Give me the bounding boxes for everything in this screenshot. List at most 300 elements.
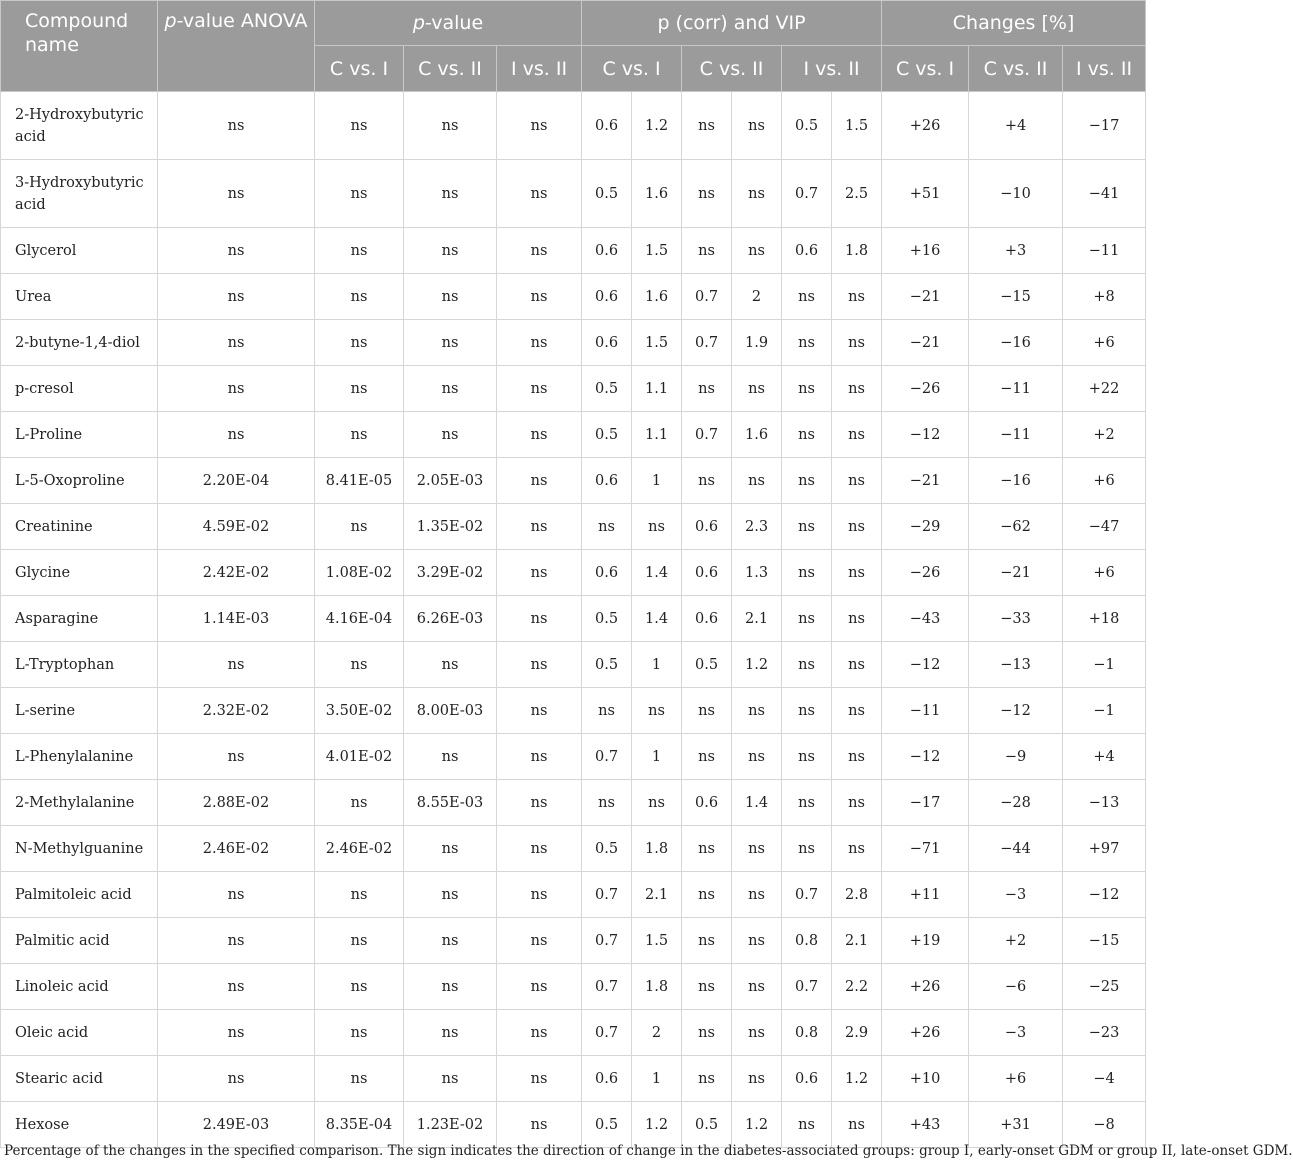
pcorr-cell: ns xyxy=(782,826,832,872)
vip-cell: ns xyxy=(832,780,882,826)
pcorr-cell: 0.7 xyxy=(782,964,832,1010)
anova-cell: 2.42E-02 xyxy=(158,550,315,596)
pvalue-group-header: p-value xyxy=(315,1,582,46)
vip-cell: 2.3 xyxy=(732,504,782,550)
changes-group-header: Changes [%] xyxy=(882,1,1146,46)
pcorr-cell: ns xyxy=(682,1056,732,1102)
pvalue-c-vs-ii-cell: 6.26E-03 xyxy=(404,596,497,642)
compound-name-cell: Stearic acid xyxy=(1,1056,158,1102)
pcorr-cell: ns xyxy=(782,780,832,826)
pvalue-i-vs-ii-cell: ns xyxy=(497,92,582,160)
change-i-vs-ii-cell: −41 xyxy=(1063,160,1146,228)
sub-header: C vs. II xyxy=(969,46,1063,92)
pcorr-cell: 0.6 xyxy=(582,92,632,160)
vip-cell: 1.5 xyxy=(632,918,682,964)
pvalue-c-vs-i-cell: ns xyxy=(315,918,404,964)
compound-name-cell: Creatinine xyxy=(1,504,158,550)
change-c-vs-ii-cell: −11 xyxy=(969,366,1063,412)
table-row xyxy=(1,964,1146,1010)
change-c-vs-i-cell: −26 xyxy=(882,550,969,596)
table-row xyxy=(1,412,1146,458)
change-c-vs-i-cell: −21 xyxy=(882,274,969,320)
pcorr-cell: 0.5 xyxy=(582,1102,632,1148)
pvalue-c-vs-i-cell: 2.46E-02 xyxy=(315,826,404,872)
pvalue-c-vs-i-cell: ns xyxy=(315,872,404,918)
pcorr-cell: 0.5 xyxy=(582,366,632,412)
pcorr-cell: ns xyxy=(782,550,832,596)
pvalue-i-vs-ii-cell: ns xyxy=(497,872,582,918)
change-c-vs-ii-cell: −9 xyxy=(969,734,1063,780)
change-c-vs-ii-cell: −11 xyxy=(969,412,1063,458)
change-i-vs-ii-cell: +97 xyxy=(1063,826,1146,872)
pvalue-c-vs-ii-cell: ns xyxy=(404,160,497,228)
pvalue-c-vs-ii-cell: ns xyxy=(404,872,497,918)
compound-name-cell: 2-Methylalanine xyxy=(1,780,158,826)
vip-cell: 1.4 xyxy=(632,596,682,642)
pcorr-cell: ns xyxy=(782,504,832,550)
table-row xyxy=(1,826,1146,872)
compound-name-cell: Glycine xyxy=(1,550,158,596)
table-row xyxy=(1,1102,1146,1148)
table-row xyxy=(1,1056,1146,1102)
vip-cell: ns xyxy=(832,412,882,458)
vip-cell: 2.1 xyxy=(732,596,782,642)
vip-cell: 2 xyxy=(732,274,782,320)
vip-cell: ns xyxy=(832,550,882,596)
pcorr-cell: 0.7 xyxy=(682,412,732,458)
vip-cell: ns xyxy=(732,964,782,1010)
change-c-vs-ii-cell: −3 xyxy=(969,1010,1063,1056)
pcorr-cell: 0.5 xyxy=(582,412,632,458)
pvalue-c-vs-i-cell: 3.50E-02 xyxy=(315,688,404,734)
pcorr-cell: ns xyxy=(682,160,732,228)
change-i-vs-ii-cell: −47 xyxy=(1063,504,1146,550)
pvalue-c-vs-i-cell: ns xyxy=(315,228,404,274)
compound-name-cell: 3-Hydroxybutyric acid xyxy=(1,160,158,228)
change-c-vs-i-cell: +26 xyxy=(882,92,969,160)
pcorr-cell: 0.7 xyxy=(782,872,832,918)
sub-header: I vs. II xyxy=(497,46,582,92)
pcorr-cell: ns xyxy=(682,228,732,274)
pvalue-c-vs-ii-cell: ns xyxy=(404,918,497,964)
pvalue-c-vs-i-cell: ns xyxy=(315,1056,404,1102)
pvalue-i-vs-ii-cell: ns xyxy=(497,964,582,1010)
pvalue-c-vs-i-cell: ns xyxy=(315,274,404,320)
compound-name-cell: L-Tryptophan xyxy=(1,642,158,688)
vip-cell: ns xyxy=(732,1010,782,1056)
vip-cell: 1.5 xyxy=(832,92,882,160)
change-i-vs-ii-cell: +4 xyxy=(1063,734,1146,780)
change-c-vs-ii-cell: −13 xyxy=(969,642,1063,688)
compound-name-cell: p-cresol xyxy=(1,366,158,412)
sub-header: C vs. II xyxy=(404,46,497,92)
change-c-vs-i-cell: −11 xyxy=(882,688,969,734)
pvalue-c-vs-ii-cell: 1.23E-02 xyxy=(404,1102,497,1148)
pcorr-cell: ns xyxy=(682,826,732,872)
change-c-vs-ii-cell: +3 xyxy=(969,228,1063,274)
pvalue-i-vs-ii-cell: ns xyxy=(497,320,582,366)
compound-name-cell: N-Methylguanine xyxy=(1,826,158,872)
pcorr-cell: 0.8 xyxy=(782,1010,832,1056)
pvalue-c-vs-ii-cell: ns xyxy=(404,1056,497,1102)
pvalue-c-vs-ii-cell: ns xyxy=(404,320,497,366)
pvalue-c-vs-i-cell: ns xyxy=(315,1010,404,1056)
anova-cell: 2.88E-02 xyxy=(158,780,315,826)
pcorr-cell: ns xyxy=(782,1102,832,1148)
pvalue-c-vs-i-cell: ns xyxy=(315,160,404,228)
pcorr-cell: 0.6 xyxy=(682,550,732,596)
change-c-vs-ii-cell: −6 xyxy=(969,964,1063,1010)
pvalue-c-vs-i-cell: ns xyxy=(315,412,404,458)
pvalue-c-vs-ii-cell: ns xyxy=(404,826,497,872)
pvalue-c-vs-ii-cell: 1.35E-02 xyxy=(404,504,497,550)
pvalue-i-vs-ii-cell: ns xyxy=(497,734,582,780)
pcorr-cell: 0.5 xyxy=(582,642,632,688)
vip-cell: 1.2 xyxy=(732,1102,782,1148)
pvalue-i-vs-ii-cell: ns xyxy=(497,918,582,964)
pvalue-c-vs-i-cell: ns xyxy=(315,642,404,688)
compound-name-cell: Palmitoleic acid xyxy=(1,872,158,918)
vip-cell: ns xyxy=(732,826,782,872)
pcorr-cell: 0.6 xyxy=(582,228,632,274)
vip-cell: 2.8 xyxy=(832,872,882,918)
vip-cell: 1.1 xyxy=(632,366,682,412)
anova-cell: ns xyxy=(158,412,315,458)
sub-header: C vs. I xyxy=(315,46,404,92)
change-c-vs-ii-cell: −16 xyxy=(969,320,1063,366)
pvalue-i-vs-ii-cell: ns xyxy=(497,826,582,872)
change-i-vs-ii-cell: −11 xyxy=(1063,228,1146,274)
change-c-vs-i-cell: −71 xyxy=(882,826,969,872)
vip-cell: 2.2 xyxy=(832,964,882,1010)
pcorr-cell: ns xyxy=(682,688,732,734)
change-c-vs-ii-cell: −33 xyxy=(969,596,1063,642)
table-row xyxy=(1,366,1146,412)
anova-cell: ns xyxy=(158,1056,315,1102)
pvalue-i-vs-ii-cell: ns xyxy=(497,366,582,412)
pcorr-vip-group-header: p (corr) and VIP xyxy=(582,1,882,46)
vip-cell: ns xyxy=(732,228,782,274)
pvalue-c-vs-i-cell: ns xyxy=(315,780,404,826)
change-i-vs-ii-cell: −15 xyxy=(1063,918,1146,964)
compound-name-header: Compound name xyxy=(1,1,158,92)
change-c-vs-i-cell: +11 xyxy=(882,872,969,918)
change-i-vs-ii-cell: −23 xyxy=(1063,1010,1146,1056)
table-row xyxy=(1,92,1146,160)
pcorr-cell: ns xyxy=(782,366,832,412)
vip-cell: 1.8 xyxy=(632,964,682,1010)
pcorr-cell: ns xyxy=(782,320,832,366)
table-row xyxy=(1,734,1146,780)
pcorr-cell: ns xyxy=(682,918,732,964)
pvalue-i-vs-ii-cell: ns xyxy=(497,1010,582,1056)
vip-cell: 2.5 xyxy=(832,160,882,228)
vip-cell: 1 xyxy=(632,458,682,504)
change-i-vs-ii-cell: −25 xyxy=(1063,964,1146,1010)
pvalue-i-vs-ii-cell: ns xyxy=(497,412,582,458)
change-i-vs-ii-cell: −1 xyxy=(1063,642,1146,688)
anova-cell: 1.14E-03 xyxy=(158,596,315,642)
change-c-vs-i-cell: +16 xyxy=(882,228,969,274)
table-row xyxy=(1,688,1146,734)
pcorr-cell: 0.6 xyxy=(682,780,732,826)
change-c-vs-i-cell: −17 xyxy=(882,780,969,826)
compound-name-cell: 2-Hydroxybutyric acid xyxy=(1,92,158,160)
vip-cell: 1.8 xyxy=(832,228,882,274)
vip-cell: ns xyxy=(832,458,882,504)
table-row xyxy=(1,550,1146,596)
change-c-vs-ii-cell: +4 xyxy=(969,92,1063,160)
sub-header: C vs. I xyxy=(882,46,969,92)
pcorr-cell: ns xyxy=(682,92,732,160)
pcorr-cell: 0.7 xyxy=(582,1010,632,1056)
change-i-vs-ii-cell: +22 xyxy=(1063,366,1146,412)
vip-cell: 1.2 xyxy=(632,92,682,160)
pcorr-cell: ns xyxy=(582,688,632,734)
vip-cell: 2.1 xyxy=(832,918,882,964)
table-footnote: Percentage of the changes in the specified comparison. The sign indicates the direction of change in the diabetes-associated groups: group I, early-onset GDM or group II, late-onset GDM. xyxy=(4,1143,1293,1159)
pcorr-cell: 0.6 xyxy=(782,228,832,274)
table-row xyxy=(1,780,1146,826)
vip-cell: ns xyxy=(832,320,882,366)
change-c-vs-ii-cell: −16 xyxy=(969,458,1063,504)
vip-cell: 1 xyxy=(632,734,682,780)
compound-name-cell: Oleic acid xyxy=(1,1010,158,1056)
vip-cell: 1 xyxy=(632,642,682,688)
vip-cell: ns xyxy=(732,1056,782,1102)
anova-cell: 4.59E-02 xyxy=(158,504,315,550)
pcorr-cell: 0.6 xyxy=(582,550,632,596)
pvalue-c-vs-ii-cell: ns xyxy=(404,964,497,1010)
pcorr-cell: ns xyxy=(782,734,832,780)
pvalue-c-vs-ii-cell: 2.05E-03 xyxy=(404,458,497,504)
pvalue-c-vs-ii-cell: ns xyxy=(404,366,497,412)
anova-cell: ns xyxy=(158,274,315,320)
change-i-vs-ii-cell: +2 xyxy=(1063,412,1146,458)
pvalue-i-vs-ii-cell: ns xyxy=(497,596,582,642)
compound-name-cell: Asparagine xyxy=(1,596,158,642)
vip-cell: 1.6 xyxy=(632,160,682,228)
compound-name-cell: L-Proline xyxy=(1,412,158,458)
change-c-vs-i-cell: +43 xyxy=(882,1102,969,1148)
change-c-vs-ii-cell: −3 xyxy=(969,872,1063,918)
vip-cell: 1 xyxy=(632,1056,682,1102)
change-c-vs-ii-cell: +31 xyxy=(969,1102,1063,1148)
pcorr-cell: ns xyxy=(682,366,732,412)
vip-cell: ns xyxy=(732,918,782,964)
pvalue-c-vs-ii-cell: ns xyxy=(404,412,497,458)
sub-header: I vs. II xyxy=(1063,46,1146,92)
change-c-vs-ii-cell: −12 xyxy=(969,688,1063,734)
anova-cell: ns xyxy=(158,92,315,160)
change-c-vs-ii-cell: +6 xyxy=(969,1056,1063,1102)
anova-cell: ns xyxy=(158,160,315,228)
pcorr-cell: 0.5 xyxy=(582,826,632,872)
pcorr-cell: 0.5 xyxy=(682,642,732,688)
change-i-vs-ii-cell: −8 xyxy=(1063,1102,1146,1148)
pcorr-cell: 0.7 xyxy=(582,964,632,1010)
vip-cell: ns xyxy=(732,734,782,780)
change-c-vs-i-cell: −43 xyxy=(882,596,969,642)
change-i-vs-ii-cell: +18 xyxy=(1063,596,1146,642)
pcorr-cell: 0.5 xyxy=(682,1102,732,1148)
anova-cell: ns xyxy=(158,320,315,366)
change-c-vs-ii-cell: −44 xyxy=(969,826,1063,872)
pcorr-cell: 0.5 xyxy=(582,160,632,228)
change-c-vs-i-cell: −12 xyxy=(882,642,969,688)
anova-cell: ns xyxy=(158,1010,315,1056)
pcorr-cell: 0.6 xyxy=(582,458,632,504)
vip-cell: ns xyxy=(732,688,782,734)
pcorr-cell: ns xyxy=(682,734,732,780)
pcorr-cell: ns xyxy=(782,458,832,504)
pcorr-cell: 0.6 xyxy=(782,1056,832,1102)
pcorr-cell: ns xyxy=(782,688,832,734)
vip-cell: 1.2 xyxy=(832,1056,882,1102)
pcorr-cell: ns xyxy=(682,458,732,504)
vip-cell: 1.5 xyxy=(632,320,682,366)
table-row xyxy=(1,918,1146,964)
pcorr-cell: 0.7 xyxy=(682,274,732,320)
pvalue-c-vs-i-cell: ns xyxy=(315,504,404,550)
pvalue-c-vs-i-cell: ns xyxy=(315,92,404,160)
pcorr-cell: ns xyxy=(682,1010,732,1056)
anova-cell: ns xyxy=(158,918,315,964)
change-i-vs-ii-cell: +6 xyxy=(1063,320,1146,366)
compound-name-cell: Glycerol xyxy=(1,228,158,274)
pvalue-c-vs-ii-cell: ns xyxy=(404,228,497,274)
vip-cell: 1.3 xyxy=(732,550,782,596)
change-c-vs-i-cell: −26 xyxy=(882,366,969,412)
change-i-vs-ii-cell: +6 xyxy=(1063,458,1146,504)
table-row xyxy=(1,274,1146,320)
pvalue-c-vs-ii-cell: ns xyxy=(404,1010,497,1056)
vip-cell: ns xyxy=(732,160,782,228)
pcorr-cell: ns xyxy=(782,642,832,688)
change-i-vs-ii-cell: −1 xyxy=(1063,688,1146,734)
table-row xyxy=(1,1010,1146,1056)
anova-cell: ns xyxy=(158,366,315,412)
compound-name-cell: Urea xyxy=(1,274,158,320)
vip-cell: ns xyxy=(732,92,782,160)
table-row xyxy=(1,160,1146,228)
change-i-vs-ii-cell: −13 xyxy=(1063,780,1146,826)
compound-name-cell: Hexose xyxy=(1,1102,158,1148)
vip-cell: ns xyxy=(732,366,782,412)
anova-cell: 2.49E-03 xyxy=(158,1102,315,1148)
compound-name-cell: Palmitic acid xyxy=(1,918,158,964)
vip-cell: ns xyxy=(832,734,882,780)
change-i-vs-ii-cell: +8 xyxy=(1063,274,1146,320)
vip-cell: ns xyxy=(832,642,882,688)
change-i-vs-ii-cell: −12 xyxy=(1063,872,1146,918)
anova-header: p-value ANOVA xyxy=(158,1,315,92)
pvalue-c-vs-i-cell: ns xyxy=(315,366,404,412)
anova-cell: 2.20E-04 xyxy=(158,458,315,504)
pcorr-cell: 0.5 xyxy=(582,596,632,642)
pvalue-i-vs-ii-cell: ns xyxy=(497,550,582,596)
change-c-vs-ii-cell: −10 xyxy=(969,160,1063,228)
sub-header: I vs. II xyxy=(782,46,882,92)
pvalue-c-vs-i-cell: 8.35E-04 xyxy=(315,1102,404,1148)
pcorr-cell: 0.7 xyxy=(582,872,632,918)
pcorr-cell: ns xyxy=(782,412,832,458)
pcorr-cell: 0.7 xyxy=(582,918,632,964)
pvalue-c-vs-ii-cell: 8.55E-03 xyxy=(404,780,497,826)
anova-cell: 2.32E-02 xyxy=(158,688,315,734)
table-row xyxy=(1,504,1146,550)
table-row xyxy=(1,596,1146,642)
pvalue-c-vs-ii-cell: 8.00E-03 xyxy=(404,688,497,734)
vip-cell: ns xyxy=(832,826,882,872)
pvalue-c-vs-i-cell: ns xyxy=(315,320,404,366)
pvalue-i-vs-ii-cell: ns xyxy=(497,1056,582,1102)
compound-name-cell: L-5-Oxoproline xyxy=(1,458,158,504)
pvalue-i-vs-ii-cell: ns xyxy=(497,1102,582,1148)
pvalue-i-vs-ii-cell: ns xyxy=(497,458,582,504)
pvalue-c-vs-i-cell: 1.08E-02 xyxy=(315,550,404,596)
pcorr-cell: 0.6 xyxy=(582,274,632,320)
vip-cell: 1.6 xyxy=(732,412,782,458)
pcorr-cell: 0.6 xyxy=(582,1056,632,1102)
anova-cell: ns xyxy=(158,734,315,780)
vip-cell: 1.2 xyxy=(732,642,782,688)
table-row xyxy=(1,228,1146,274)
vip-cell: ns xyxy=(832,274,882,320)
vip-cell: ns xyxy=(632,688,682,734)
vip-cell: 2 xyxy=(632,1010,682,1056)
change-i-vs-ii-cell: −4 xyxy=(1063,1056,1146,1102)
change-c-vs-ii-cell: +2 xyxy=(969,918,1063,964)
pcorr-cell: 0.7 xyxy=(582,734,632,780)
pvalue-c-vs-i-cell: 4.16E-04 xyxy=(315,596,404,642)
pvalue-c-vs-i-cell: 8.41E-05 xyxy=(315,458,404,504)
table-row xyxy=(1,642,1146,688)
pvalue-i-vs-ii-cell: ns xyxy=(497,642,582,688)
pcorr-cell: ns xyxy=(682,964,732,1010)
vip-cell: 1.6 xyxy=(632,274,682,320)
pvalue-c-vs-ii-cell: ns xyxy=(404,92,497,160)
anova-cell: ns xyxy=(158,228,315,274)
compound-name-cell: L-serine xyxy=(1,688,158,734)
change-c-vs-ii-cell: −28 xyxy=(969,780,1063,826)
change-c-vs-ii-cell: −15 xyxy=(969,274,1063,320)
vip-cell: 1.5 xyxy=(632,228,682,274)
vip-cell: ns xyxy=(632,504,682,550)
compound-name-cell: Linoleic acid xyxy=(1,964,158,1010)
vip-cell: ns xyxy=(832,596,882,642)
pcorr-cell: 0.8 xyxy=(782,918,832,964)
pvalue-i-vs-ii-cell: ns xyxy=(497,688,582,734)
pcorr-cell: 0.6 xyxy=(582,320,632,366)
vip-cell: 1.2 xyxy=(632,1102,682,1148)
change-i-vs-ii-cell: −17 xyxy=(1063,92,1146,160)
change-c-vs-ii-cell: −21 xyxy=(969,550,1063,596)
pvalue-i-vs-ii-cell: ns xyxy=(497,228,582,274)
vip-cell: ns xyxy=(832,688,882,734)
table-row xyxy=(1,320,1146,366)
pvalue-c-vs-ii-cell: ns xyxy=(404,274,497,320)
pvalue-i-vs-ii-cell: ns xyxy=(497,780,582,826)
vip-cell: ns xyxy=(832,504,882,550)
compound-name-cell: 2-butyne-1,4-diol xyxy=(1,320,158,366)
pvalue-i-vs-ii-cell: ns xyxy=(497,274,582,320)
pcorr-cell: 0.6 xyxy=(682,596,732,642)
pcorr-cell: ns xyxy=(582,504,632,550)
change-c-vs-ii-cell: −62 xyxy=(969,504,1063,550)
anova-cell: ns xyxy=(158,964,315,1010)
pcorr-cell: 0.7 xyxy=(682,320,732,366)
